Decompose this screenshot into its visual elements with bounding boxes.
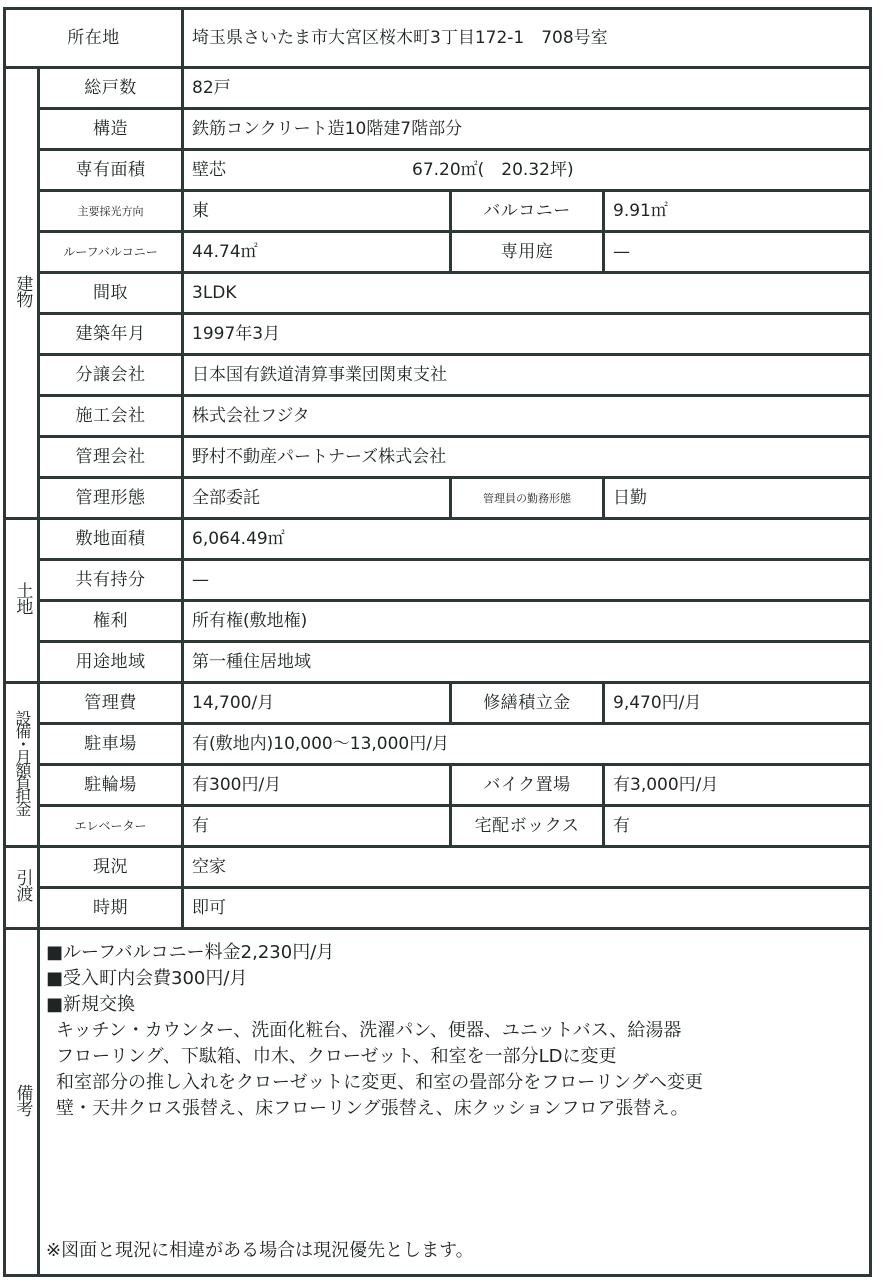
row-roof-garden: [5, 232, 871, 273]
rights-label: 権利: [39, 601, 183, 642]
light-direction-label: 主要採光方向: [39, 191, 183, 232]
remark-line: ■ルーフバルコニー料金2,230円/月: [46, 942, 335, 963]
manager-hours-label: 管理員の勤務形態: [451, 478, 604, 519]
row-management-type: [5, 478, 871, 519]
manager-label: 管理会社: [39, 437, 183, 478]
shared-portion-value: —: [183, 560, 871, 601]
row-elevator: [5, 806, 871, 847]
row-rights: [5, 601, 871, 642]
row-built: [5, 314, 871, 355]
status-value: 空家: [183, 847, 871, 888]
remark-line: ■新規交換: [46, 994, 136, 1015]
layout-label: 間取: [39, 273, 183, 314]
row-manager: [5, 437, 871, 478]
row-layout: [5, 273, 871, 314]
parking-value: 有(敷地内)10,000～13,000円/月: [183, 724, 871, 765]
remark-sub-line: 壁・天井クロス張替え、床フローリング張替え、床クッションフロア張替え。: [56, 1098, 689, 1119]
remark-note: ※図面と現況に相違がある場合は現況優先とします。: [46, 1240, 474, 1261]
management-type-label: 管理形態: [39, 478, 183, 519]
property-table: [3, 7, 872, 1277]
shared-portion-label: 共有持分: [39, 560, 183, 601]
site-area-label: 敷地面積: [39, 519, 183, 560]
row-builder: [5, 396, 871, 437]
section-remarks: 備考: [5, 929, 39, 1276]
bicycle-value: 有300円/月: [183, 765, 451, 806]
built-value: 1997年3月: [183, 314, 871, 355]
timing-label: 時期: [39, 888, 183, 929]
section-land: 土地: [5, 519, 39, 683]
management-fee-label: 管理費: [39, 683, 183, 724]
row-total-units: [5, 68, 871, 109]
delivery-box-value: 有: [604, 806, 871, 847]
row-status: [5, 847, 871, 888]
builder-label: 施工会社: [39, 396, 183, 437]
elevator-label: エレベーター: [39, 806, 183, 847]
row-fees: [5, 683, 871, 724]
rights-value: 所有権(敷地権): [183, 601, 871, 642]
floor-area-label: 専有面積: [39, 150, 183, 191]
timing-value: 即可: [183, 888, 871, 929]
remark-line: ■受入町内会費300円/月: [46, 968, 248, 989]
zoning-label: 用途地域: [39, 642, 183, 683]
remark-sub-line: フローリング、下駄箱、巾木、クローゼット、和室を一部分LDに変更: [56, 1046, 617, 1067]
section-building: 建物: [5, 68, 39, 519]
repair-reserve-label: 修繕積立金: [451, 683, 604, 724]
private-garden-label: 専用庭: [451, 232, 604, 273]
total-units-label: 総戸数: [39, 68, 183, 109]
management-fee-value: 14,700/月: [183, 683, 451, 724]
roof-balcony-value: 44.74㎡: [183, 232, 451, 273]
row-bicycle: [5, 765, 871, 806]
location-value: 埼玉県さいたま市大宮区桜木町3丁目172-1 708号室: [183, 9, 871, 68]
elevator-value: 有: [183, 806, 451, 847]
private-garden-value: —: [604, 232, 871, 273]
seller-label: 分譲会社: [39, 355, 183, 396]
structure-label: 構造: [39, 109, 183, 150]
row-light-balcony: [5, 191, 871, 232]
zoning-value: 第一種住居地域: [183, 642, 871, 683]
floor-area-prefix: 壁芯: [192, 159, 226, 180]
property-sheet: [3, 7, 869, 1278]
builder-value: 株式会社フジタ: [183, 396, 871, 437]
row-shared-portion: [5, 560, 871, 601]
section-facilities: 設備・月額負担金: [5, 683, 39, 847]
row-timing: [5, 888, 871, 929]
row-structure: [5, 109, 871, 150]
remarks-cell: [39, 929, 871, 1276]
motorbike-label: バイク置場: [451, 765, 604, 806]
site-area-value: 6,064.49㎡: [183, 519, 871, 560]
remark-sub-line: 和室部分の推し入れをクローゼットに変更、和室の畳部分をフローリングへ変更: [56, 1072, 703, 1093]
balcony-label: バルコニー: [451, 191, 604, 232]
roof-balcony-label: ルーフバルコニー: [39, 232, 183, 273]
management-type-value: 全部委託: [183, 478, 451, 519]
section-handover: 引渡: [5, 847, 39, 929]
floor-area-cell: [183, 150, 871, 191]
row-site-area: [5, 519, 871, 560]
manager-value: 野村不動産パートナーズ株式会社: [183, 437, 871, 478]
row-parking: [5, 724, 871, 765]
motorbike-value: 有3,000円/月: [604, 765, 871, 806]
row-zoning: [5, 642, 871, 683]
parking-label: 駐車場: [39, 724, 183, 765]
row-remarks: [5, 929, 871, 1276]
row-seller: [5, 355, 871, 396]
status-label: 現況: [39, 847, 183, 888]
balcony-value: 9.91㎡: [604, 191, 871, 232]
repair-reserve-value: 9,470円/月: [604, 683, 871, 724]
location-label: 所在地: [5, 9, 183, 68]
built-label: 建築年月: [39, 314, 183, 355]
bicycle-label: 駐輪場: [39, 765, 183, 806]
floor-area-value: 67.20㎡( 20.32坪): [412, 159, 574, 180]
delivery-box-label: 宅配ボックス: [451, 806, 604, 847]
row-location: [5, 9, 871, 68]
light-direction-value: 東: [183, 191, 451, 232]
manager-hours-value: 日勤: [604, 478, 871, 519]
layout-value: 3LDK: [183, 273, 871, 314]
seller-value: 日本国有鉄道清算事業団関東支社: [183, 355, 871, 396]
total-units-value: 82戸: [183, 68, 871, 109]
remark-sub-line: キッチン・カウンター、洗面化粧台、洗濯パン、便器、ユニットバス、給湯器: [56, 1020, 682, 1041]
structure-value: 鉄筋コンクリート造10階建7階部分: [183, 109, 871, 150]
row-floor-area: [5, 150, 871, 191]
